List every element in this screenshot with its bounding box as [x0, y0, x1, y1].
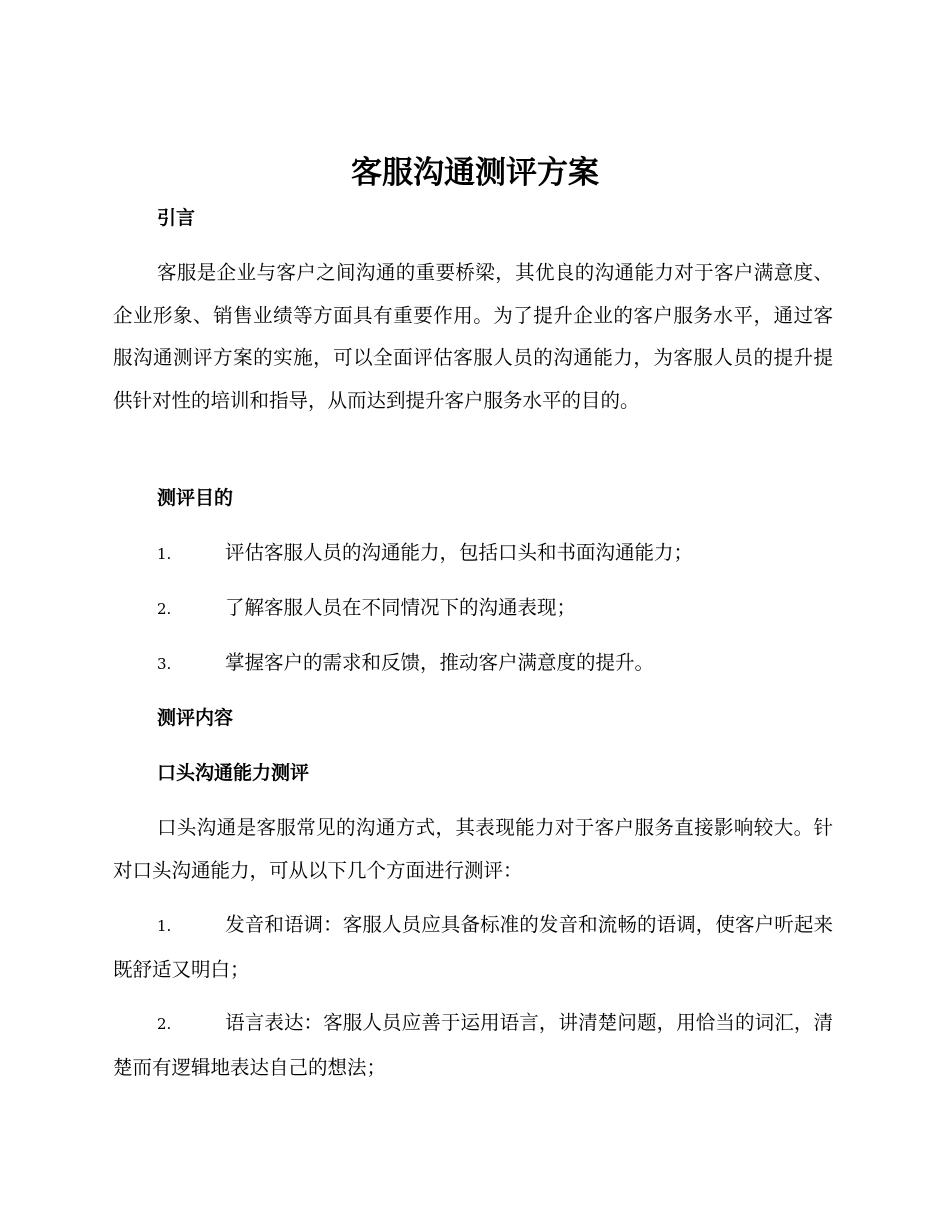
heading-content: 测评内容 — [157, 707, 234, 729]
list-text: 了解客服人员在不同情况下的沟通表现； — [225, 596, 577, 619]
list-number: 1. — [157, 545, 172, 563]
list-number: 2. — [157, 1015, 172, 1033]
list-number: 2. — [157, 600, 172, 618]
oral-paragraph: 口头沟通是客服常见的沟通方式，其表现能力对于客户服务直接影响较大。针对口头沟通能力，可从以下几个方面进行测评： — [113, 816, 833, 882]
list-text: 发音和语调：客服人员应具备标准的发音和流畅的语调，使客户听起来既舒适又明白； — [113, 913, 833, 981]
list-number: 3. — [157, 655, 172, 673]
purpose-list-item-2 — [113, 586, 833, 631]
purpose-list-item-1 — [113, 531, 833, 576]
list-text: 语言表达：客服人员应善于运用语言，讲清楚问题，用恰当的词汇，清楚而有逻辑地表达自己的想法； — [113, 1011, 833, 1079]
heading-purpose: 测评目的 — [157, 487, 234, 509]
purpose-list-item-3 — [113, 641, 833, 686]
heading-oral: 口头沟通能力测评 — [157, 762, 310, 784]
intro-paragraph: 客服是企业与客户之间沟通的重要桥梁，其优良的沟通能力对于客户满意度、企业形象、销售业绩等方面具有重要作用。为了提升企业的客户服务水平，通过客服沟通测评方案的实施，可以全面评估客服人员的沟通能力，为客服人员的提升提供针对性的培训和指导，从而达到提升客户服务水平的目的。 — [113, 261, 833, 412]
list-text: 掌握客户的需求和反馈，推动客户满意度的提升。 — [225, 651, 655, 674]
list-number: 1. — [157, 917, 172, 935]
oral-list-item-1 — [113, 903, 833, 991]
oral-list-item-2 — [113, 1001, 833, 1089]
heading-intro: 引言 — [157, 207, 196, 229]
document-title: 客服沟通测评方案 — [351, 155, 599, 191]
list-text: 评估客服人员的沟通能力，包括口头和书面沟通能力； — [225, 541, 694, 564]
